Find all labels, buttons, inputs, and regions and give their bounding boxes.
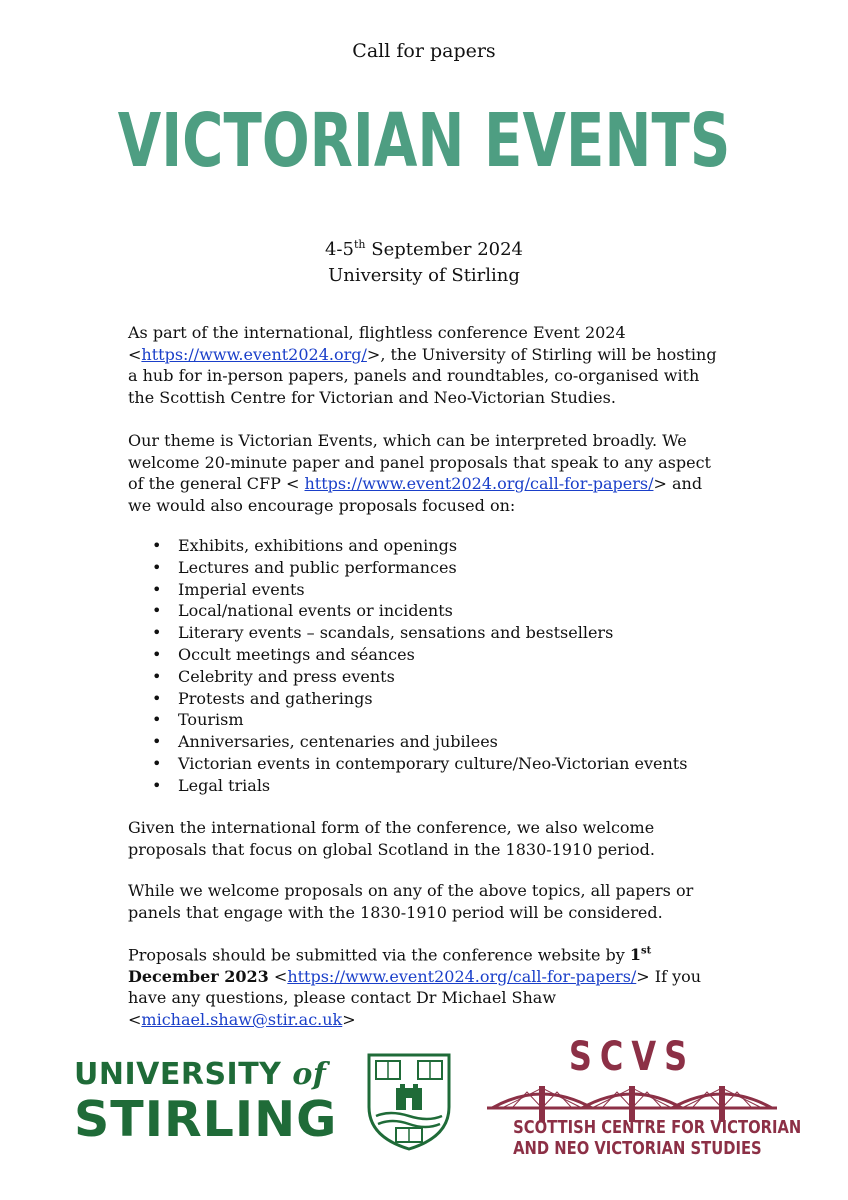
theme-text-after: > and we would also encourage proposals focused on: (128, 474, 703, 515)
event-title: VICTORIAN EVENTS (117, 98, 731, 184)
university-of-word: of (292, 1057, 327, 1092)
list-item: • Occult meetings and séances (150, 644, 687, 666)
scvs-abbreviation: SCVS (568, 1034, 696, 1080)
topics-list (150, 535, 687, 797)
contact-email-link[interactable]: michael.shaw@stir.ac.uk (141, 1009, 343, 1029)
deadline-day: 1 (629, 945, 642, 965)
intro-paragraph (128, 322, 728, 408)
intro-text-before: As part of the international, flightless conference Event 2024 < (128, 323, 626, 364)
submission-text-before: Proposals should be submitted via the conference website by (128, 945, 630, 965)
university-word: UNIVERSITY (74, 1057, 282, 1092)
submission-text-mid: < (268, 966, 288, 986)
list-item: • Anniversaries, centenaries and jubilees (150, 731, 687, 753)
deadline-suffix: st (641, 946, 652, 957)
list-item: • Protests and gatherings (150, 688, 687, 710)
doc-heading: Call for papers (352, 40, 496, 62)
date-month-year: September 2024 (371, 239, 524, 260)
scvs-name-line2: AND NEO VICTORIAN STUDIES (513, 1138, 762, 1159)
scvs-name-line1: SCOTTISH CENTRE FOR VICTORIAN (513, 1117, 802, 1138)
list-item: • Exhibits, exhibitions and openings (150, 535, 687, 557)
event-date (0, 232, 848, 263)
scvs-logo (487, 1034, 802, 1164)
scvs-full-name (513, 1117, 802, 1159)
submission-text-after: > If you have any questions, please contact Dr Michael Shaw < (128, 966, 702, 1029)
submission-paragraph (128, 941, 728, 1030)
theme-text-before: Our theme is Victorian Events, which can be interpreted broadly. We welcome 20-minute paper and panel proposals that speak to any aspect of the general CFP < (128, 431, 711, 493)
university-logo-line2: STIRLING (74, 1091, 338, 1148)
university-of-stirling-logo (74, 1058, 337, 1148)
theme-paragraph (128, 430, 728, 516)
cfp-link[interactable]: https://www.event2024.org/call-for-papers/ (304, 474, 654, 493)
period-paragraph: While we welcome proposals on any of the above topics, all papers or panels that engage with the 1830-1910 period will be considered. (128, 881, 694, 922)
list-item: • Victorian events in contemporary culture/Neo-Victorian events (150, 753, 687, 775)
stirling-crest-icon (366, 1052, 452, 1152)
scotland-paragraph: Given the international form of the conference, we also welcome proposals that focus on global Scotland in the 1830-1910 period. (128, 818, 655, 859)
list-item: • Imperial events (150, 579, 687, 601)
event-venue: University of Stirling (328, 265, 520, 286)
submission-text-end: > (342, 1009, 356, 1029)
event2024-link[interactable]: https://www.event2024.org/ (141, 344, 367, 364)
date-days: 4-5 (324, 239, 354, 260)
list-item: • Legal trials (150, 775, 687, 797)
list-item: • Celebrity and press events (150, 666, 687, 688)
list-item: • Local/national events or incidents (150, 600, 687, 622)
list-item: • Lectures and public performances (150, 557, 687, 579)
date-block (0, 232, 848, 289)
submission-cfp-link[interactable]: https://www.event2024.org/call-for-papers/ (287, 966, 637, 986)
list-item: • Literary events – scandals, sensations and bestsellers (150, 622, 687, 644)
date-suffix: th (353, 238, 366, 251)
title-wrap (0, 96, 848, 186)
list-item: • Tourism (150, 709, 687, 731)
university-logo-line1 (74, 1058, 337, 1092)
intro-text-after: >, the University of Stirling will be hosting a hub for in-person papers, panels and roundtables, co-organised with the Scottish Centre for Victorian and Neo-Victorian Studies. (128, 344, 717, 407)
deadline-rest: December 2023 (128, 966, 269, 986)
